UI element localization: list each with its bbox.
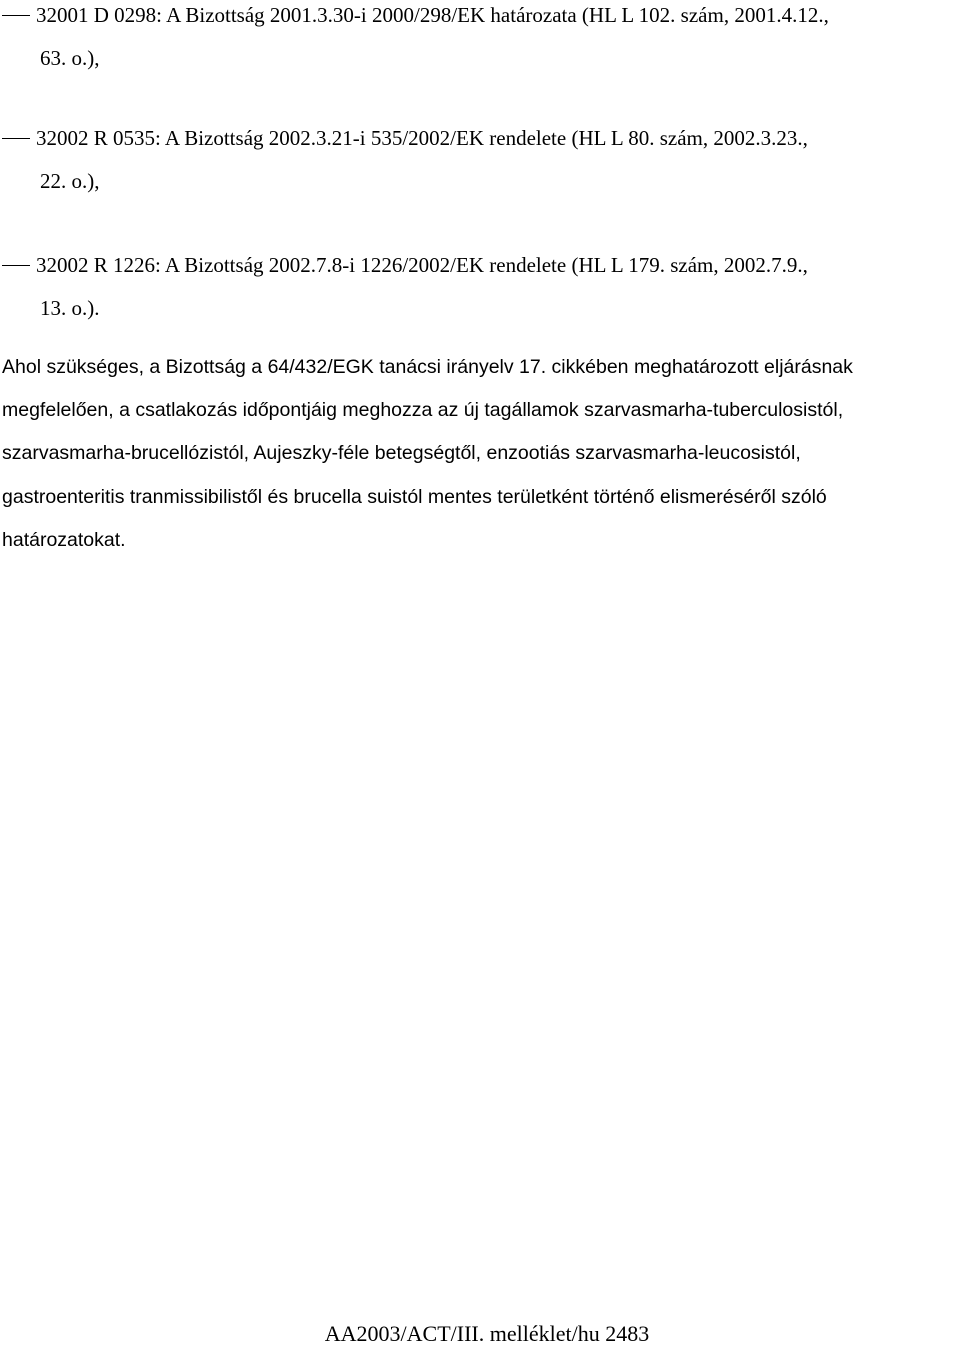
list-item-line: 32001 D 0298: A Bizottság 2001.3.30-i 2000/298/EK határozata (HL L 102. szám, 2001.4.12., bbox=[36, 3, 829, 27]
dash-bullet bbox=[2, 138, 30, 139]
footer-reference: AA2003/ACT/III. melléklet/hu 2483 bbox=[324, 1321, 650, 1346]
body-paragraph bbox=[2, 346, 958, 562]
list-item-line: 13. o.). bbox=[40, 296, 100, 320]
list-item bbox=[2, 117, 952, 203]
paragraph-line: szarvasmarha-brucellózistól, Aujeszky-féle betegségtől, enzootiás szarvasmarha-leucosistól, bbox=[2, 442, 801, 465]
paragraph-line: Ahol szükséges, a Bizottság a 64/432/EGK tanácsi irányelv 17. cikkében meghatározott eljárásnak bbox=[2, 356, 853, 378]
paragraph-line: gastroenteritis tranmissibilistől és brucella suistól mentes területként történő elismeréséről szóló bbox=[2, 485, 827, 508]
list-item bbox=[2, 0, 952, 80]
page-footer bbox=[0, 1319, 960, 1349]
list-item-line: 32002 R 1226: A Bizottság 2002.7.8-i 1226/2002/EK rendelete (HL L 179. szám, 2002.7.9., bbox=[36, 253, 808, 277]
paragraph-line: határozatokat. bbox=[2, 528, 126, 551]
dash-bullet bbox=[2, 15, 30, 16]
list-item-line: 63. o.), bbox=[40, 46, 100, 70]
list-item bbox=[2, 244, 952, 330]
list-item-line: 32002 R 0535: A Bizottság 2002.3.21-i 535/2002/EK rendelete (HL L 80. szám, 2002.3.23., bbox=[36, 126, 808, 150]
dash-bullet bbox=[2, 265, 30, 266]
paragraph-line: megfelelően, a csatlakozás időpontjáig meghozza az új tagállamok szarvasmarha-tuberculosistól, bbox=[2, 399, 844, 422]
list-item-line: 22. o.), bbox=[40, 169, 100, 193]
